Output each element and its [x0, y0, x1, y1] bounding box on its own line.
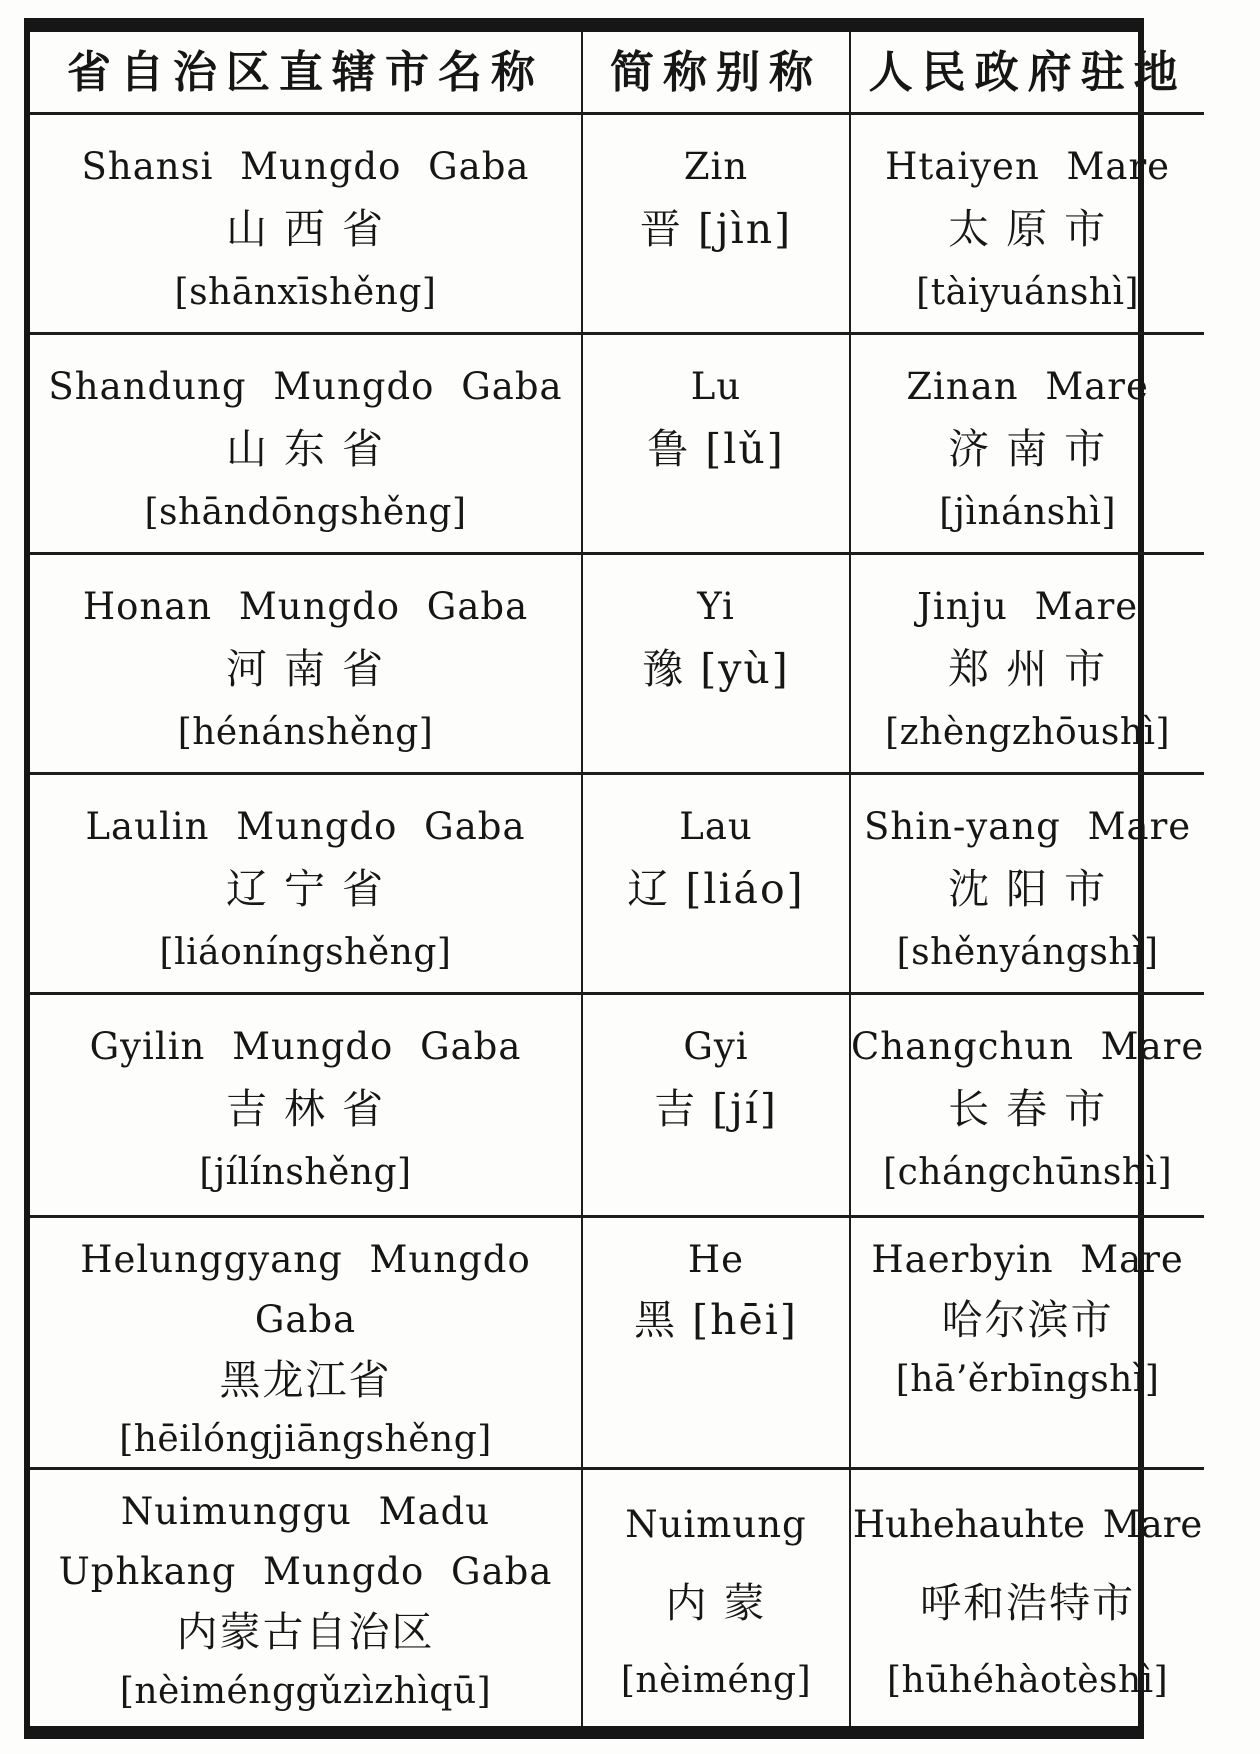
seat-chinese-name: 呼和浩特市 — [920, 1579, 1136, 1627]
province-pinyin: [jílínshěng] — [199, 1152, 412, 1193]
province-latin-name-line2: Uphkang Mungdo Gaba — [58, 1550, 553, 1593]
province-latin-name: Nuimunggu Madu — [120, 1490, 491, 1533]
abbr-latin: Lau — [679, 805, 753, 848]
province-chinese-name: 吉 林 省 — [225, 1085, 386, 1133]
seat-pinyin: [hūhéhàotèshì] — [887, 1660, 1169, 1701]
table-row-cell-abbreviation — [583, 775, 851, 995]
seat-pinyin: [tàiyuánshì] — [916, 272, 1140, 313]
seat-pinyin: [jìnánshì] — [939, 492, 1116, 533]
abbr-latin: He — [687, 1238, 745, 1281]
table-row-cell-seat — [851, 555, 1204, 775]
table-row-cell-seat — [851, 1218, 1204, 1470]
province-chinese-name: 内蒙古自治区 — [176, 1608, 435, 1656]
province-latin-name: Helunggyang Mungdo — [80, 1238, 531, 1281]
table-row-cell-abbreviation — [583, 1470, 851, 1726]
province-chinese-name: 山 西 省 — [225, 205, 386, 253]
province-pinyin: [hēilóngjiāngshěng] — [119, 1419, 492, 1460]
seat-latin-name: Jinju Mare — [917, 585, 1139, 628]
province-latin-name: Shansi Mungdo Gaba — [81, 145, 530, 188]
province-pinyin: [nèiménggǔzìzhìqū] — [119, 1671, 492, 1712]
table-row-cell-province — [30, 1218, 583, 1470]
seat-pinyin: [hā’ěrbīngshì] — [895, 1359, 1160, 1400]
province-pinyin: [hénánshěng] — [177, 712, 434, 753]
province-chinese-name: 河 南 省 — [225, 645, 386, 693]
seat-latin-name: Zinan Mare — [906, 365, 1149, 408]
table-row-cell-seat — [851, 1470, 1204, 1726]
table-row-cell-abbreviation — [583, 995, 851, 1218]
seat-latin-name: Changchun Mare — [851, 1025, 1205, 1068]
seat-chinese-name: 长 春 市 — [948, 1085, 1108, 1133]
abbr-chinese-pinyin: 晋 [jìn] — [639, 205, 793, 253]
abbr-latin: Zin — [683, 145, 749, 188]
table-row-cell-province — [30, 335, 583, 555]
province-pinyin: [liáoníngshěng] — [159, 932, 452, 973]
table-row-cell-province — [30, 115, 583, 335]
seat-pinyin: [zhèngzhōushì] — [885, 712, 1171, 753]
table-row-cell-abbreviation — [583, 555, 851, 775]
table-row-cell-province — [30, 775, 583, 995]
header-cell-abbreviation: 简称别称 — [583, 32, 851, 115]
abbr-chinese-pinyin: 吉 [jí] — [654, 1085, 778, 1133]
table-row-cell-abbreviation — [583, 335, 851, 555]
header-cell-province-name: 省自治区直辖市名称 — [30, 32, 583, 115]
abbr-chinese-pinyin: 鲁 [lǔ] — [647, 425, 785, 473]
seat-latin-name: Huhehauhte Mare — [852, 1503, 1203, 1546]
abbr-pinyin: [nèiméng] — [620, 1660, 812, 1701]
table-row-cell-province — [30, 555, 583, 775]
table-row-cell-abbreviation — [583, 115, 851, 335]
table-row-cell-seat — [851, 335, 1204, 555]
table-row-cell-seat — [851, 775, 1204, 995]
seat-chinese-name: 哈尔滨市 — [941, 1296, 1114, 1344]
abbr-chinese-pinyin: 豫 [yù] — [642, 645, 790, 693]
province-chinese-name: 辽 宁 省 — [225, 865, 386, 913]
seat-pinyin: [shěnyángshì] — [896, 932, 1159, 973]
abbr-chinese-pinyin: 辽 [liáo] — [627, 865, 805, 913]
province-chinese-name: 黑龙江省 — [219, 1356, 392, 1404]
seat-latin-name: Shin-yang Mare — [864, 805, 1192, 848]
province-pinyin: [shānxīshěng] — [174, 272, 437, 313]
province-pinyin: [shāndōngshěng] — [144, 492, 467, 533]
seat-chinese-name: 沈 阳 市 — [948, 865, 1108, 913]
seat-chinese-name: 济 南 市 — [948, 425, 1108, 473]
table-row-cell-seat — [851, 995, 1204, 1218]
table-row-cell-seat — [851, 115, 1204, 335]
abbr-chinese-name: 内 蒙 — [665, 1579, 767, 1627]
abbr-chinese-pinyin: 黑 [hēi] — [634, 1296, 798, 1344]
abbr-latin: Gyi — [683, 1025, 749, 1068]
province-latin-name: Honan Mungdo Gaba — [82, 585, 529, 628]
seat-chinese-name: 郑 州 市 — [948, 645, 1108, 693]
table-row-cell-province — [30, 995, 583, 1218]
province-latin-name: Shandung Mungdo Gaba — [48, 365, 563, 408]
seat-latin-name: Htaiyen Mare — [885, 145, 1171, 188]
province-latin-name: Gyilin Mungdo Gaba — [89, 1025, 522, 1068]
seat-pinyin: [chángchūnshì] — [883, 1152, 1173, 1193]
province-latin-name: Laulin Mungdo Gaba — [85, 805, 526, 848]
province-chinese-name: 山 东 省 — [225, 425, 386, 473]
abbr-latin: Yi — [697, 585, 735, 628]
seat-latin-name: Haerbyin Mare — [871, 1238, 1184, 1281]
table-row-cell-province — [30, 1470, 583, 1726]
seat-chinese-name: 太 原 市 — [948, 205, 1108, 253]
province-latin-name-line2: Gaba — [254, 1298, 357, 1341]
abbr-latin: Nuimung — [625, 1503, 807, 1546]
table-row-cell-abbreviation — [583, 1218, 851, 1470]
abbr-latin: Lu — [690, 365, 742, 408]
header-cell-government-seat: 人民政府驻地 — [851, 32, 1204, 115]
province-table — [24, 18, 1205, 1739]
